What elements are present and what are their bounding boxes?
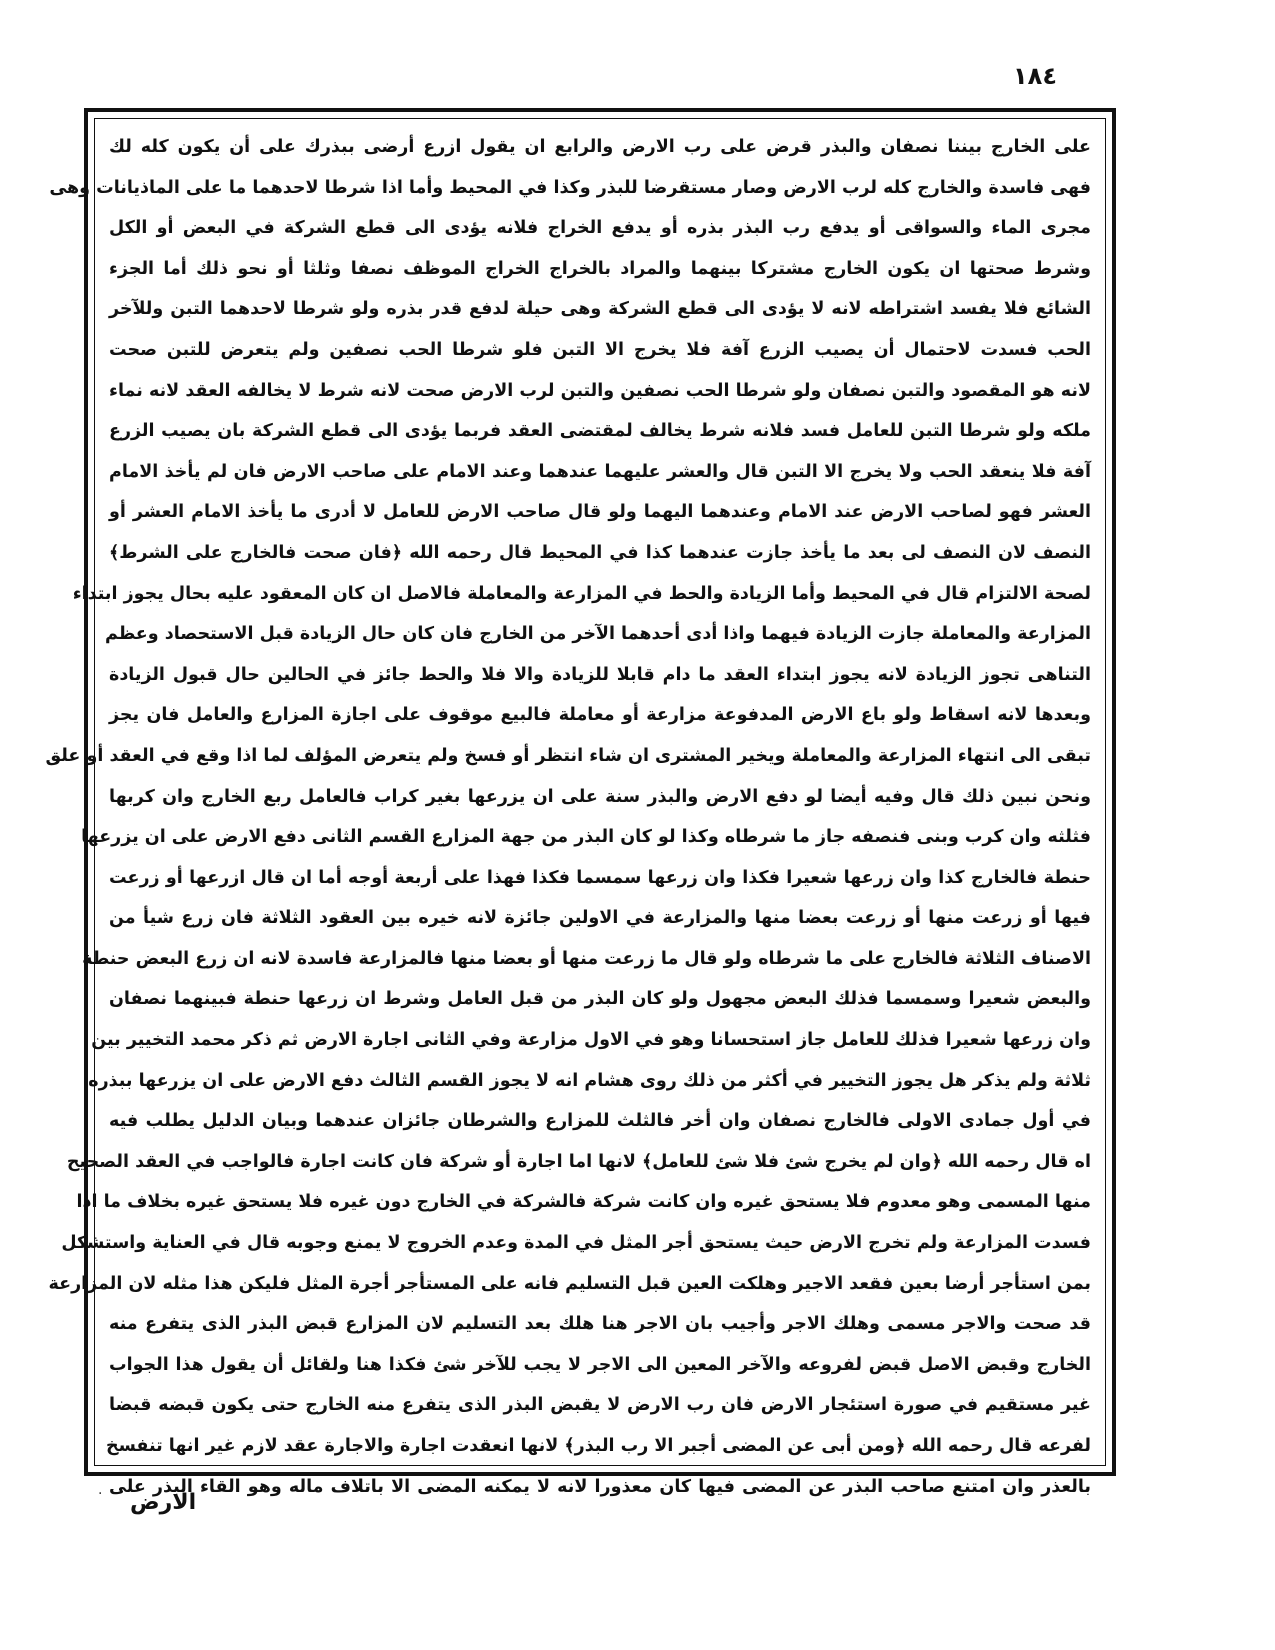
text-line: لصحة الالتزام قال في المحيط وأما الزيادة والحط في المزارعة والمعاملة فالاصل ان كان المعقود عليه بحال يجوز ابتداء [72, 583, 1091, 604]
page-frame [45, 108, 1116, 1497]
text-line: الخارج وقبض الاصل قبض لفروعه والآخر المعين الى الاجر لا يجب للآخر شئ فكذا هنا ولقائل أن يقول هذا الجواب [109, 1354, 1091, 1375]
text-line: بالعذر وان امتنع صاحب البذر عن المضى فيها كان معذورا لانه لا يمكنه المضى الا باتلاف ماله وهو القاء البذر على [109, 1476, 1091, 1497]
catchword: الارض [130, 1490, 197, 1515]
text-line: تبقى الى انتهاء المزارعة والمعاملة ويخير المشترى ان شاء انتظر أو فسخ ولم يتعرض المؤلف لما اذا وقع في العقد أو علق [45, 745, 1091, 766]
text-line: مجرى الماء والسواقى أو يدفع رب البذر بذره أو يدفع الخراج فلانه يؤدى الى قطع الشركة في البعض أو الكل [109, 218, 1091, 239]
text-line: وان زرعها شعيرا فذلك للعامل جاز استحسانا وهو في الاول مزارعة وفي الثانى اجارة الارض ثم ذكر محمد التخيير بين [91, 1030, 1091, 1051]
text-line: على الخارج بيننا نصفان والبذر قرض على رب الارض والرابع ان يقول ازرع أرضى ببذرك على أن يكون كله لك [109, 137, 1091, 157]
text-line: غير مستقيم في صورة استئجار الارض فان رب الارض لا يقبض البذر الذى يتفرع منه الخارج حتى يكون قبضه قبضا [109, 1395, 1091, 1416]
text-line: فثلثه وان كرب وبنى فنصفه جاز ما شرطاه وكذا لو كان البذر من جهة المزارع القسم الثانى دفع الارض على ان يزرعها [81, 827, 1091, 848]
text-line: العشر فهو لصاحب الارض عند الامام وعندهما اليهما ولو قال صاحب الارض للعامل لا أدرى ما يأخذ الامام العشر أو [109, 502, 1091, 523]
text-line: الحب فسدت لاحتمال أن يصيب الزرع آفة فلا يخرج الا التبن فلو شرطا الحب نصفين ولم يتعرض للتبن صحت [109, 339, 1091, 360]
text-line: ثلاثة ولم يذكر هل يجوز التخيير في أكثر من ذلك روى هشام انه لا يجوز القسم الثالث دفع الارض على ان يزرعها ببذره [88, 1070, 1091, 1091]
page-number: ١٨٤ [1013, 62, 1057, 90]
text-line: منها المسمى وهو معدوم فلا يستحق غيره وان كانت شركة فالشركة في الخارج دون غيره فلا يستحق غيره بخلاف ما اذا [76, 1192, 1091, 1213]
body-text [45, 127, 1091, 1507]
text-line: فسدت المزارعة ولم تخرج الارض حيث يستحق أجر المثل في المدة وعدم الخروج لا يمنع وجوبه قال في العناية واستشكل [61, 1233, 1091, 1254]
text-line: فيها أو زرعت منها أو زرعت بعضا منها والمزارعة في الاولين جائزة لانه خيره بين العقود الثلاثة فان زرع شيأ من [109, 908, 1091, 929]
margin-dot: · [98, 1486, 103, 1502]
text-line: لانه هو المقصود والتبن نصفان ولو شرطا الحب نصفين والتبن لرب الارض صحت لانه شرط لا يخالفه العقد لانه نماء [109, 380, 1091, 401]
text-line: ملكه ولو شرطا التبن للعامل فسد فلانه شرط يخالف لمقتضى العقد فربما يؤدى الى قطع الشركة بان يصيب الزرع [109, 421, 1091, 442]
text-line: اه قال رحمه الله ﴿وان لم يخرج شئ فلا شئ للعامل﴾ لانها اما اجارة أو شركة فان كانت اجارة فالواجب في العقد الصحيح [66, 1151, 1091, 1172]
text-line: والبعض شعيرا وسمسما فذلك البعض مجهول ولو كان البذر من قبل العامل وشرط ان زرعها حنطة فبينهما نصفان [109, 989, 1091, 1010]
text-line: وبعدها لانه اسقاط ولو باع الارض المدفوعة مزارعة أو معاملة فالبيع موقوف على اجازة المزارع والعامل فان يجز [109, 705, 1091, 726]
text-line: فهى فاسدة والخارج كله لرب الارض وصار مستقرضا للبذر وكذا في المحيط وأما اذا شرطا لاحدهما ما على الماذيانات وهى [49, 177, 1091, 198]
text-line: وشرط صحتها ان يكون الخارج مشتركا بينهما والمراد بالخراج الخراج الموظف نصفا وثلثا أو نحو ذلك أما الجزء [109, 258, 1091, 279]
text-line: التناهى تجوز الزيادة لانه يجوز ابتداء العقد ما دام قابلا للزيادة والا فلا والحط جائز في الحالين حال قبول الزيادة [109, 664, 1091, 685]
text-line: قد صحت والاجر مسمى وهلك الاجر وأجيب بان الاجر هنا هلك بعد التسليم لان المزارع قبض البذر الذى يتفرع منه [109, 1314, 1091, 1335]
text-line: الاصناف الثلاثة فالخارج على ما شرطاه ولو قال ما زرعت منها أو بعضا منها فالمزارعة فاسدة لانه ان زرع البعض حنطة [82, 948, 1091, 969]
text-line: آفة فلا ينعقد الحب ولا يخرج الا التبن قال والعشر عليهما عندهما وعند الامام على صاحب الارض فان لم يأخذ الامام [109, 461, 1091, 482]
text-line: النصف لان النصف لى بعد ما يأخذ جازت عندهما كذا في المحيط قال رحمه الله ﴿فان صحت فالخارج على الشرط﴾ [109, 542, 1091, 563]
text-frame [45, 118, 1106, 1497]
text-line: الشائع فلا يفسد اشتراطه لانه لا يؤدى الى قطع الشركة وهى حيلة لدفع قدر بذره ولو شرطا لاحدهما التبن وللآخر [109, 299, 1091, 320]
text-line: لفرعه قال رحمه الله ﴿ومن أبى عن المضى أجبر الا رب البذر﴾ لانها انعقدت اجارة والاجارة عقد لازم غير انها تنفسخ [105, 1436, 1091, 1456]
text-line: بمن استأجر أرضا بعين فقعد الاجير وهلكت العين قبل التسليم فانه على المستأجر أجرة المثل فليكن هذا مثله لان المزارعة [48, 1273, 1091, 1294]
text-line: المزارعة والمعاملة جازت الزيادة فيهما واذا أدى أحدهما الآخر من الخارج فان كان حال الزيادة قبل الاستحصاد وعظم [105, 624, 1091, 645]
text-line: ونحن نبين ذلك قال وفيه أيضا لو دفع الارض والبذر سنة على ان يزرعها بغير كراب فالعامل ربع الخارج وان كربها [109, 786, 1091, 807]
text-line: حنطة فالخارج كذا وان زرعها شعيرا فكذا وان زرعها سمسما فكذا فهذا على أربعة أوجه أما ان قال ازرعها أو زرعت [109, 867, 1091, 888]
text-line: في أول جمادى الاولى فالخارج نصفان وان أخر فالثلث للمزارع والشرطان جائزان عندهما وبيان الدليل يطلب فيه [109, 1111, 1091, 1132]
